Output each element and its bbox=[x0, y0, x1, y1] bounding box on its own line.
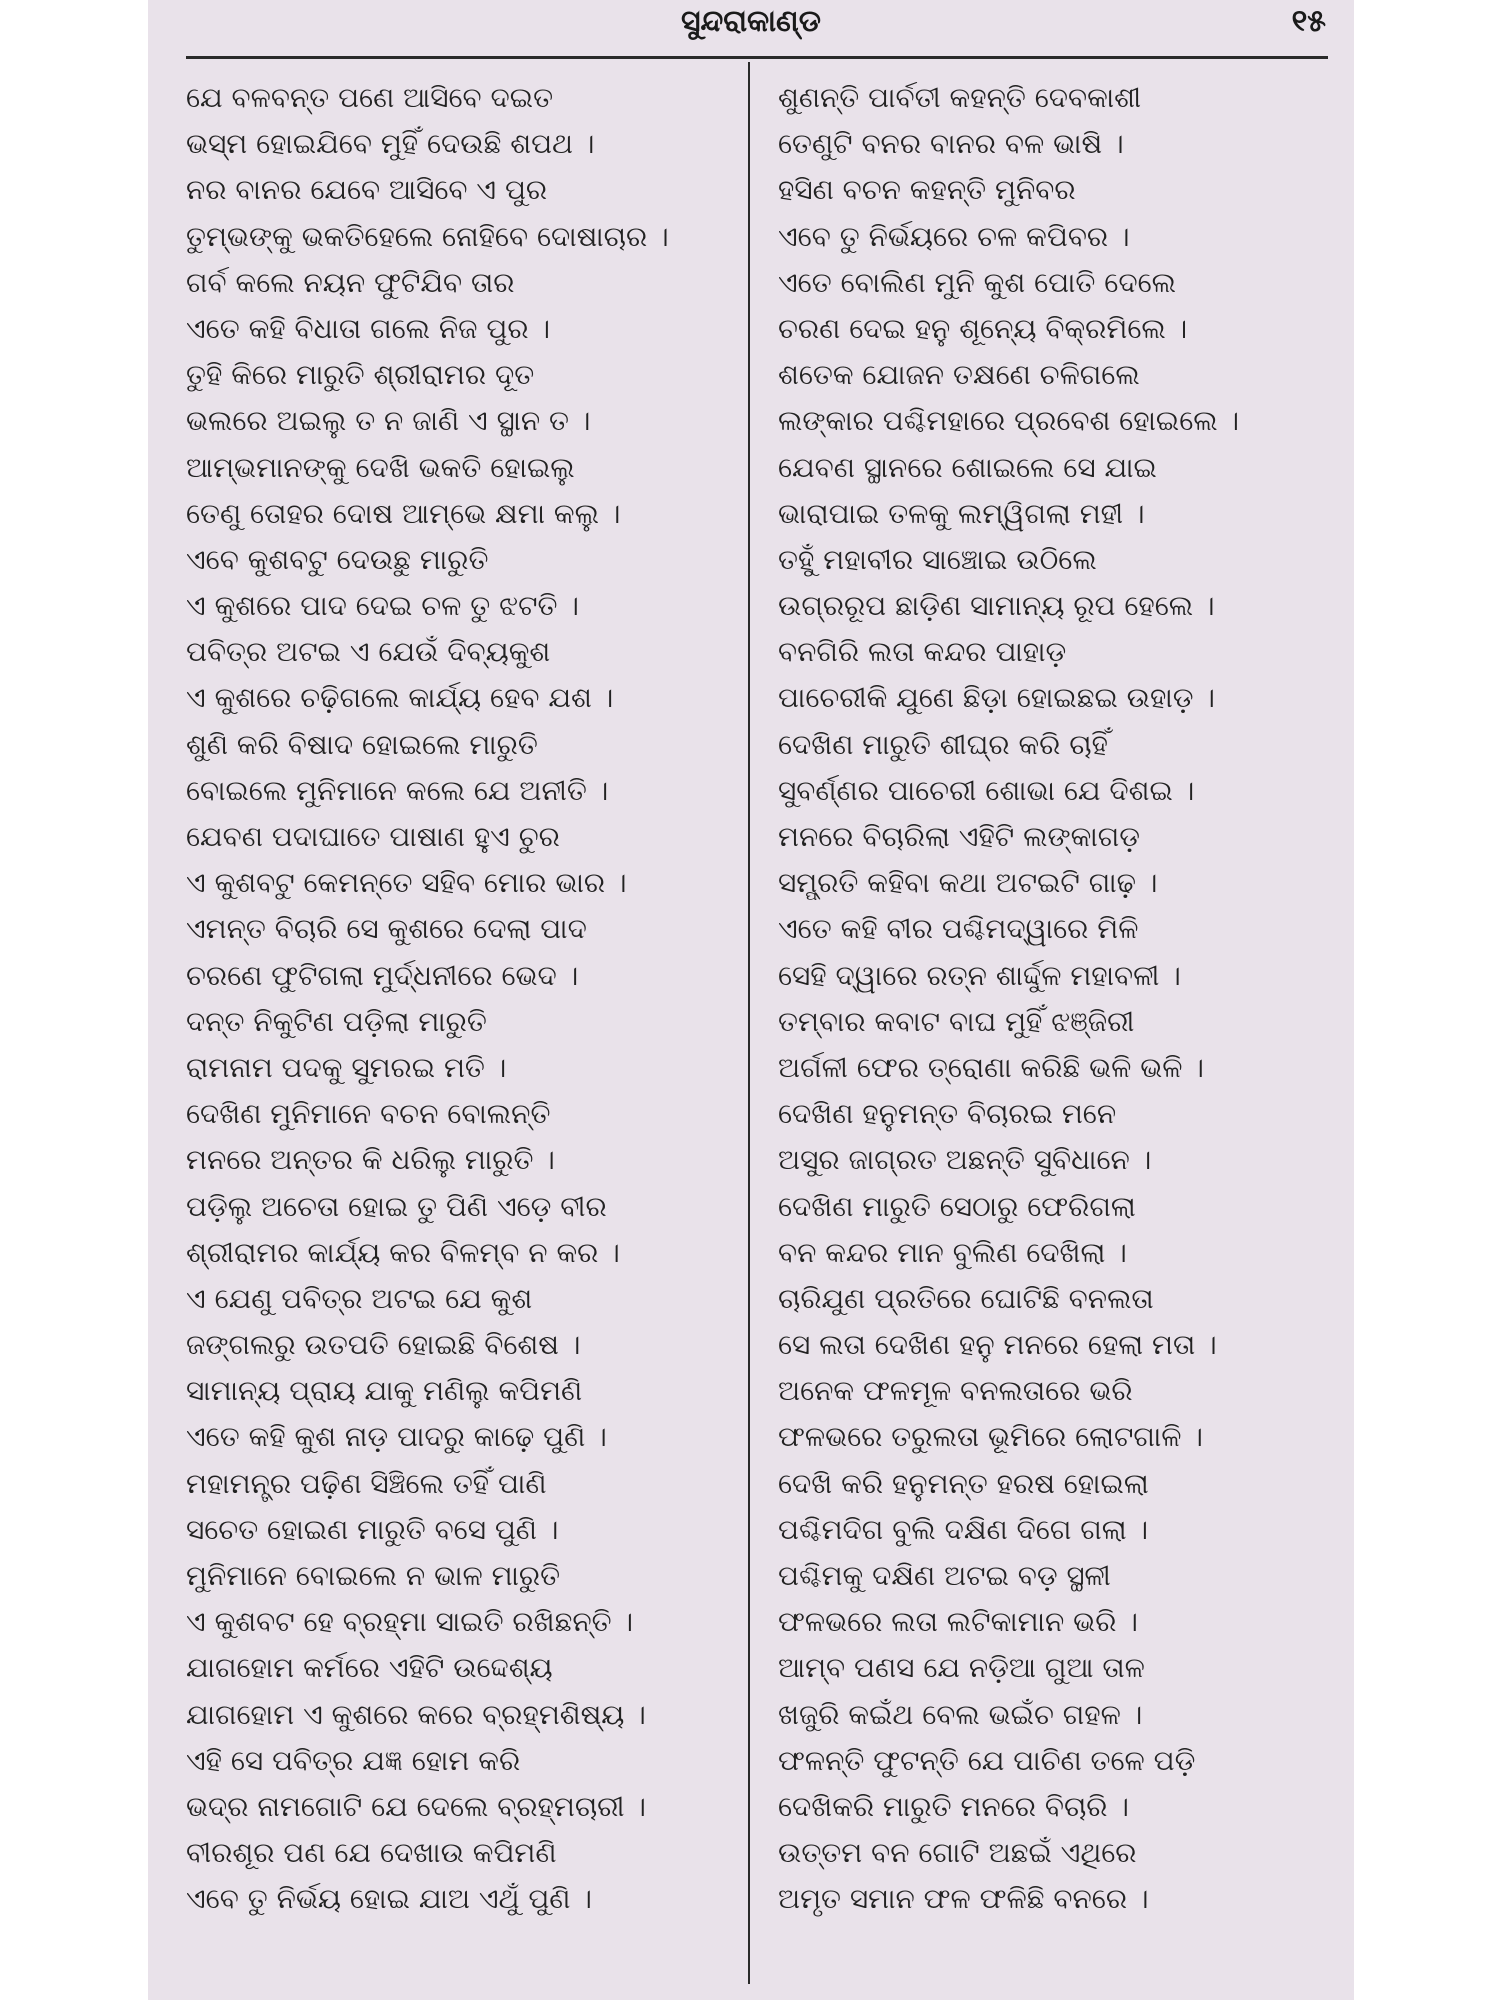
verse-line: ଏବେ କୁଶବଟୁ ଦେଉଛୁ ମାରୁତି bbox=[186, 542, 489, 576]
verse-line: ଖଜୁରି କଇଁଥ ବେଲ ଭଇଁଚ ଗହଳ । bbox=[778, 1697, 1143, 1731]
verse-line: ଫଳନ୍ତି ଫୁଟନ୍ତି ଯେ ପାଚିଣ ତଳେ ପଡ଼ି bbox=[778, 1743, 1196, 1777]
verse-line: ତୁମ୍ଭଙ୍କୁ ଭକତିହେଲେ ନୋହିବେ ଦୋଷାଚାର । bbox=[186, 219, 669, 253]
verse-line: ସଚେତ ହୋଇଣ ମାରୁତି ବସେ ପୁଣି । bbox=[186, 1512, 559, 1546]
verse-line: ଅମୃତ ସମାନ ଫଳ ଫଳିଛି ବନରେ । bbox=[778, 1882, 1149, 1916]
verse-line: ତୁହି କିରେ ମାରୁତି ଶ୍ରୀରାମର ଦୂତ bbox=[186, 358, 535, 392]
verse-line: ସେହି ଦ୍ୱାରେ ରତ୍ନ ଶାର୍ଦ୍ଦୁଳ ମହାବଳୀ । bbox=[778, 958, 1181, 992]
verse-line: ଦନ୍ତ ନିକୁଟିଣ ପଡ଼ିଲା ମାରୁତି bbox=[186, 1004, 487, 1038]
verse-line: ଦେଖିଣ ମାରୁତି ଶୀଘ୍ର କରି ଚାହିଁ bbox=[778, 727, 1108, 761]
verse-line: ମନରେ ଅନ୍ତର କି ଧରିଲୁ ମାରୁତି । bbox=[186, 1143, 555, 1177]
verse-line: ହସିଣ ବଚନ କହନ୍ତି ମୁନିବର bbox=[778, 173, 1076, 207]
page-number: ୧୫ bbox=[1291, 4, 1326, 39]
verse-line: ଏ କୁଶବଟ ହେ ବ୍ରହ୍ମା ସାଇତି ରଖିଛନ୍ତି । bbox=[186, 1605, 634, 1639]
verse-line: ଫଳଭରେ ଲତା ଲଟିକାମାନ ଭରି । bbox=[778, 1605, 1138, 1639]
verse-line: ଉଗ୍ରରୂପ ଛାଡ଼ିଣ ସାମାନ୍ୟ ରୂପ ହେଲେ । bbox=[778, 589, 1215, 623]
verse-line: ଶତେକ ଯୋଜନ ତକ୍ଷଣେ ଚଳିଗଲେ bbox=[778, 358, 1140, 392]
verse-line: ଏତେ କହି ବିଧାତା ଗଲେ ନିଜ ପୁର । bbox=[186, 311, 551, 345]
verse-line: ମୁନିମାନେ ବୋଇଲେ ନ ଭାଳ ମାରୁତି bbox=[186, 1559, 561, 1592]
verse-line: ଏତେ କହି ବୀର ପଶ୍ଚିମଦ୍ୱାରେ ମିଳି bbox=[778, 912, 1139, 946]
verse-line: ଗର୍ବ କଲେ ନୟନ ଫୁଟିଯିବ ତାର bbox=[186, 265, 515, 299]
verse-line: ଏ କୁଶବଟୁ କେମନ୍ତେ ସହିବ ମୋର ଭାର । bbox=[186, 866, 627, 900]
verse-line: ଚରଣ ଦେଇ ହନୁ ଶୂନ୍ୟେ ବିକ୍ରମିଲେ । bbox=[778, 311, 1188, 345]
verse-line: ଦେଖିଣ ମାରୁତି ସେଠାରୁ ଫେରିଗଲା bbox=[778, 1189, 1136, 1223]
verse-line: ପଡ଼ିଲୁ ଅଚେତା ହୋଇ ତୁ ପିଣି ଏଡ଼େ ବୀର bbox=[186, 1189, 607, 1223]
verse-line: ଫଳଭରେ ତରୁଲତା ଭୂମିରେ ଲୋଟଗାଳି । bbox=[778, 1420, 1204, 1454]
verse-line: ଚରଣେ ଫୁଟିଗଲା ମୁର୍ଦ୍ଧନୀରେ ଭେଦ । bbox=[186, 958, 579, 992]
verse-line: ଏ କୁଶରେ ପାଦ ଦେଇ ଚଳ ତୁ ଝଟତି । bbox=[186, 589, 580, 623]
verse-line: ସମ୍ପ୍ରତି କହିବା କଥା ଅଟଇଟି ଗାଢ଼ । bbox=[778, 866, 1158, 900]
verse-line: ସେ ଲତା ଦେଖିଣ ହନୁ ମନରେ ହେଲା ମତା । bbox=[778, 1328, 1217, 1362]
verse-line: ଅନେକ ଫଳମୂଳ ବନଲତାରେ ଭରି bbox=[778, 1374, 1133, 1408]
verse-line: ପବିତ୍ର ଅଟଇ ଏ ଯେଉଁ ଦିବ୍ୟକୁଶ bbox=[186, 635, 551, 669]
verse-line: ଶୁଣନ୍ତି ପାର୍ବତୀ କହନ୍ତି ଦେବକାଶୀ bbox=[778, 81, 1142, 114]
verse-line: ଏବେ ତୁ ନିର୍ଭୟରେ ଚଳ କପିବର । bbox=[778, 219, 1130, 253]
verse-line: ସାମାନ୍ୟ ପ୍ରାୟ ଯାକୁ ମଣିଲୁ କପିମଣି bbox=[186, 1374, 583, 1408]
verse-line: ତେଣୁଟି ବନର ବାନର ବଳ ଭାଷି । bbox=[778, 127, 1124, 161]
verse-line: ଉତ୍ତମ ବନ ଗୋଟି ଅଛଇଁ ଏଥିରେ bbox=[778, 1836, 1137, 1870]
verse-line: ଏହି ସେ ପବିତ୍ର ଯଜ୍ଞ ହୋମ କରି bbox=[186, 1743, 521, 1777]
verse-line: ଯାଗହୋମ କର୍ମରେ ଏହିଟି ଉଦ୍ଦେଶ୍ୟ bbox=[186, 1651, 553, 1685]
verse-line: ସୁବର୍ଣ୍ଣର ପାଚେରୀ ଶୋଭା ଯେ ଦିଶଇ । bbox=[778, 773, 1195, 807]
verse-line: ମହାମନ୍ତ୍ର ପଢ଼ିଣ ସିଞ୍ଚିଲେ ତହିଁ ପାଣି bbox=[186, 1466, 547, 1500]
verse-line: ଶ୍ରୀରାମର କାର୍ଯ୍ୟ କର ବିଳମ୍ବ ନ କର । bbox=[186, 1235, 620, 1269]
verse-line: ଆମ୍ଭମାନଙ୍କୁ ଦେଖି ଭକତି ହୋଇଲୁ bbox=[186, 450, 575, 484]
right-verse-column bbox=[778, 75, 1338, 1923]
verse-line: ଭଲରେ ଅଇଲୁ ତ ନ ଜାଣି ଏ ସ୍ଥାନ ତ । bbox=[186, 404, 591, 438]
book-page bbox=[148, 0, 1354, 2000]
verse-line: ଦେଖିଣ ମୁନିମାନେ ବଚନ ବୋଲନ୍ତି bbox=[186, 1097, 551, 1131]
verse-line: ତମ୍ବାର କବାଟ ବାଘ ମୁହିଁ ଝଞ୍ଜିରୀ bbox=[778, 1004, 1135, 1038]
verse-line: ଯେବଣ ସ୍ଥାନରେ ଶୋଇଲେ ସେ ଯାଇ bbox=[778, 450, 1157, 484]
verse-line: ଭସ୍ମ ହୋଇଯିବେ ମୁହିଁ ଦେଉଛି ଶପଥ । bbox=[186, 127, 595, 161]
verse-line: ଏ କୁଶରେ ଚଢ଼ିଗଲେ କାର୍ଯ୍ୟ ହେବ ଯଶ । bbox=[186, 681, 614, 715]
verse-line: ଅର୍ଗଳୀ ଫେର ତ୍ରୋଣା କରିଛି ଭଳି ଭଳି । bbox=[778, 1050, 1205, 1084]
verse-line: ପାଚେରୀକି ଯୁଣେ ଛିଡ଼ା ହୋଇଛଇ ଉହାଡ଼ । bbox=[778, 681, 1215, 715]
verse-line: ଏ ଯେଣୁ ପବିତ୍ର ଅଟଇ ଯେ କୁଶ bbox=[186, 1281, 533, 1315]
verse-line: ଜଙ୍ଗଲରୁ ଉତପତି ହୋଇଛି ବିଶେଷ । bbox=[186, 1328, 581, 1362]
verse-line: ତହୁଁ ମହାବୀର ସାଞ୍ଚୋଇ ଉଠିଲେ bbox=[778, 542, 1097, 576]
verse-line: ଯେବଣ ପଦାଘାତେ ପାଷାଣ ହୁଏ ଚୁର bbox=[186, 820, 560, 853]
verse-line: ଦେଖିଣ ହନୁମନ୍ତ ବିଚାରଇ ମନେ bbox=[778, 1097, 1117, 1131]
left-verse-column bbox=[186, 75, 742, 1923]
verse-line: ଆମ୍ବ ପଣସ ଯେ ନଡ଼ିଆ ଗୁଆ ତାଳ bbox=[778, 1651, 1145, 1685]
verse-line: ଦେଖିକରି ମାରୁତି ମନରେ ବିଚାରି । bbox=[778, 1789, 1129, 1823]
verse-line: ପଶ୍ଚିମକୁ ଦକ୍ଷିଣ ଅଟଇ ବଡ଼ ସ୍ଥଳୀ bbox=[778, 1559, 1111, 1592]
verse-line: ଏତେ ବୋଲିଣ ମୁନି କୁଶ ପୋତି ଦେଲେ bbox=[778, 265, 1176, 299]
verse-line: ଯେ ବଳବନ୍ତ ପଣେ ଆସିବେ ଦଇତ bbox=[186, 81, 554, 114]
page-header bbox=[148, 0, 1354, 56]
verse-line: ଭଦ୍ର ନାମଗୋଟି ଯେ ଦେଲେ ବ୍ରହ୍ମଚାରୀ । bbox=[186, 1789, 646, 1823]
verse-line: ଏମନ୍ତ ବିଚାରି ସେ କୁଶରେ ଦେଲା ପାଦ bbox=[186, 912, 587, 946]
header-rule bbox=[186, 56, 1328, 59]
page-title: ସୁନ୍ଦରାକାଣ୍ଡ bbox=[681, 4, 821, 39]
verse-line: ଅସୁର ଜାଗ୍ରତ ଅଛନ୍ତି ସୁବିଧାନେ । bbox=[778, 1143, 1152, 1177]
verse-line: ନର ବାନର ଯେବେ ଆସିବେ ଏ ପୁର bbox=[186, 173, 548, 207]
verse-line: ବନଗିରି ଲତା କନ୍ଦର ପାହାଡ଼ bbox=[778, 635, 1067, 669]
verse-line: ବୋଇଲେ ମୁନିମାନେ କଲେ ଯେ ଅନୀତି । bbox=[186, 773, 609, 807]
verse-line: ତେଣୁ ତୋହର ଦୋଷ ଆମ୍ଭେ କ୍ଷମା କଲୁ । bbox=[186, 496, 621, 530]
verse-line: ମନରେ ବିଚାରିଲା ଏହିଟି ଲଙ୍କାଗଡ଼ bbox=[778, 820, 1140, 853]
verse-line: ଏବେ ତୁ ନିର୍ଭୟ ହୋଇ ଯାଅ ଏଥୁଁ ପୁଣି । bbox=[186, 1882, 592, 1916]
verse-line: ପଶ୍ଚିମଦିଗ ବୁଲି ଦକ୍ଷିଣ ଦିଗେ ଗଲା । bbox=[778, 1512, 1149, 1546]
verse-line: ବୀରଶୂର ପଣ ଯେ ଦେଖାଉ କପିମଣି bbox=[186, 1836, 557, 1870]
column-divider bbox=[748, 62, 750, 1984]
verse-line: ଦେଖି କରି ହନୁମନ୍ତ ହରଷ ହୋଇଲା bbox=[778, 1466, 1149, 1500]
verse-line: ବନ କନ୍ଦର ମାନ ବୁଲିଣ ଦେଖିଲା । bbox=[778, 1235, 1127, 1269]
verse-line: ଲଙ୍କାର ପଶ୍ଚିମହାରେ ପ୍ରବେଶ ହୋଇଲେ । bbox=[778, 404, 1240, 438]
verse-line: ଭାରାପାଇ ତଳକୁ ଲମ୍ୱିଗଲା ମହୀ । bbox=[778, 496, 1145, 530]
verse-line: ରାମନାମ ପଦକୁ ସୁମରଇ ମତି । bbox=[186, 1050, 507, 1084]
verse-line: ଚାରିଯୁଣ ପ୍ରତିରେ ଘୋଟିଛି ବନଲତା bbox=[778, 1281, 1154, 1315]
verse-line: ଶୁଣି କରି ବିଷାଦ ହୋଇଲେ ମାରୁତି bbox=[186, 727, 538, 761]
verse-line: ଯାଗହୋମ ଏ କୁଶରେ କରେ ବ୍ରହ୍ମଶିଷ୍ୟ । bbox=[186, 1697, 646, 1731]
verse-line: ଏତେ କହି କୁଶ ନାଡ଼ ପାଦରୁ କାଢ଼େ ପୁଣି । bbox=[186, 1420, 607, 1454]
